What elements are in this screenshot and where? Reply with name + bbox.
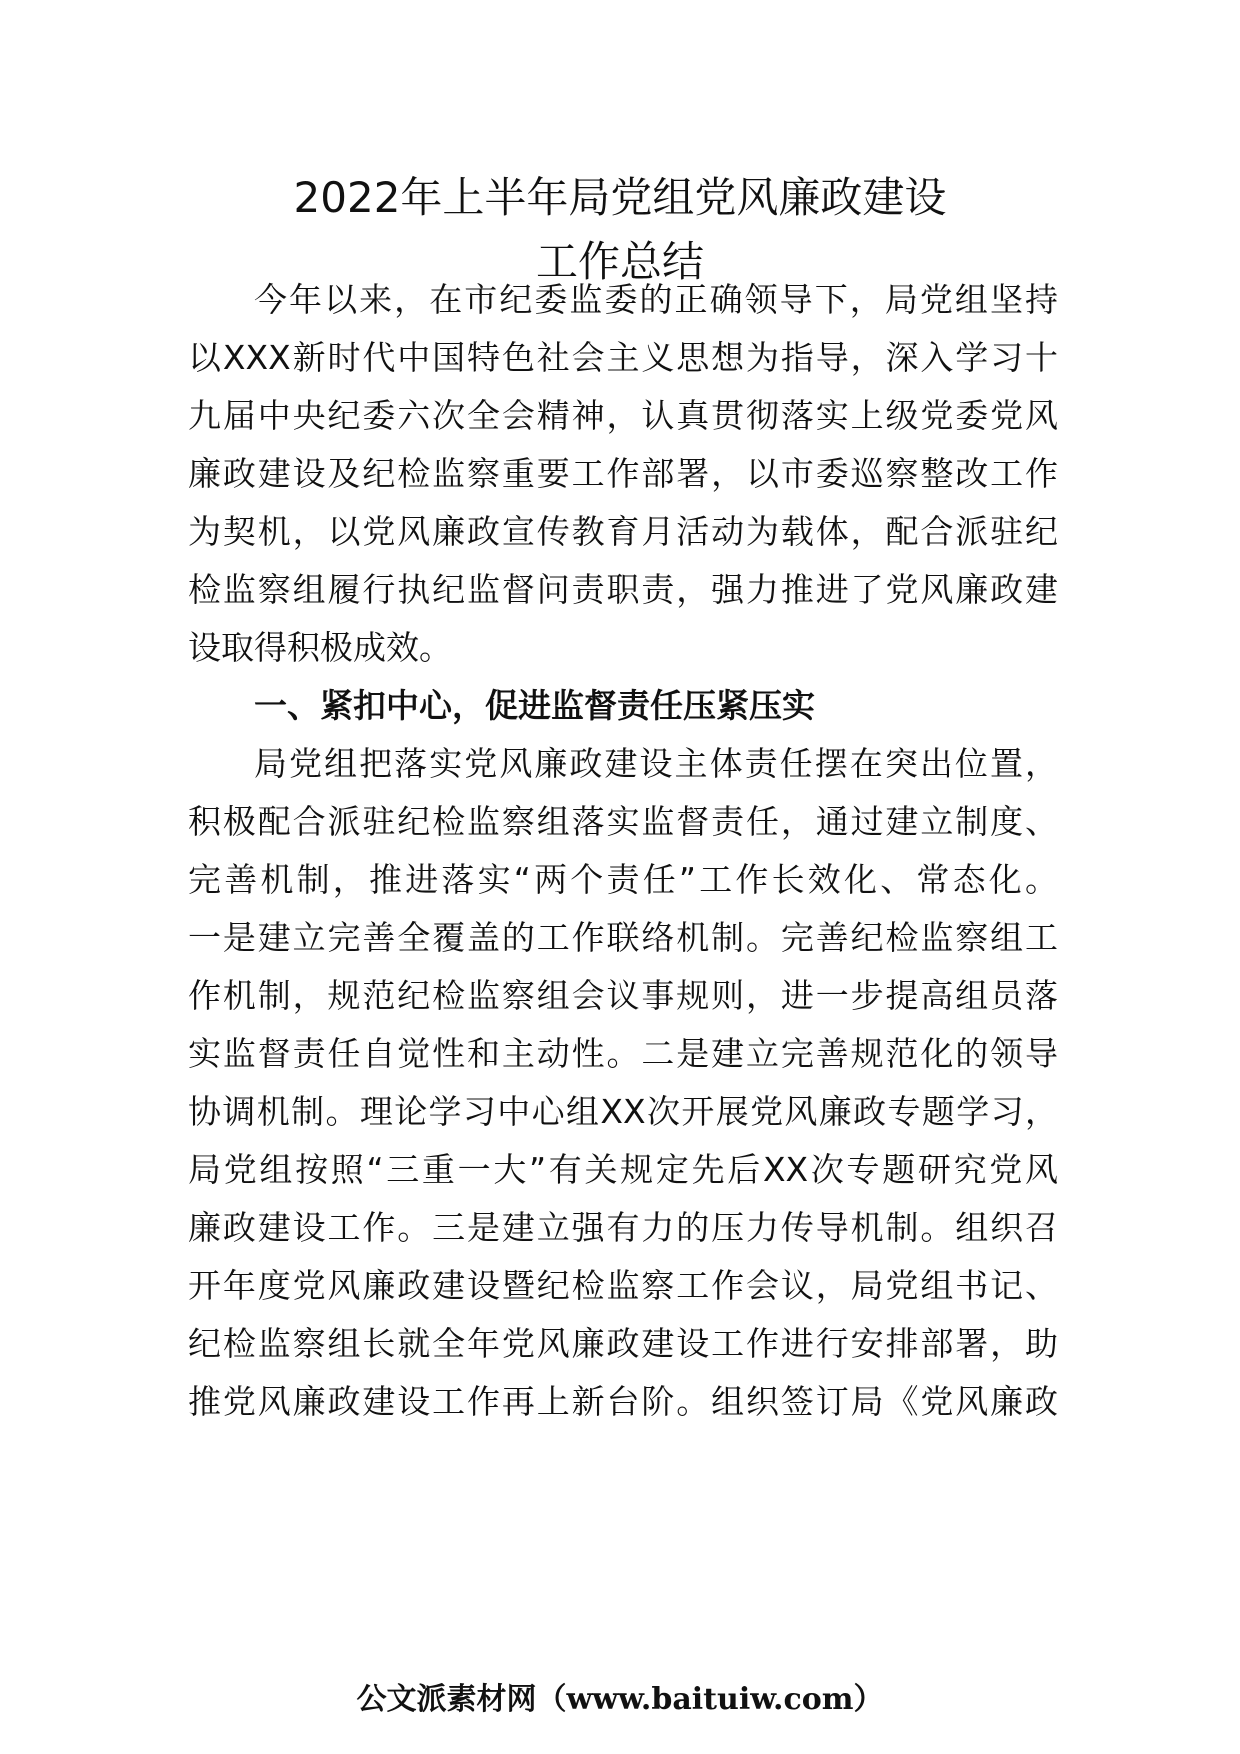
section-line: 局党组把落实党风廉政建设主体责任摆在突出位置， xyxy=(254,744,1058,783)
section-heading: 一、紧扣中心，促进监督责任压紧压实 xyxy=(254,686,815,725)
section-line: 作机制，规范纪检监察组会议事规则，进一步提高组员落 xyxy=(188,976,1058,1015)
section-line: 局党组按照“三重一大”有关规定先后XX次专题研究党风 xyxy=(188,1150,1058,1189)
document-title-line-1: 2022年上半年局党组党风廉政建设 xyxy=(293,173,947,222)
section-line: 实监督责任自觉性和主动性。二是建立完善规范化的领导 xyxy=(188,1034,1058,1073)
intro-line: 今年以来，在市纪委监委的正确领导下，局党组坚持 xyxy=(254,280,1058,319)
intro-line: 九届中央纪委六次全会精神，认真贯彻落实上级党委党风 xyxy=(188,396,1058,435)
intro-line: 设取得积极成效。 xyxy=(188,628,452,667)
footer-watermark-text: 公文派素材网（www.baituiw.com） xyxy=(356,1682,884,1717)
intro-line: 廉政建设及纪检监察重要工作部署，以市委巡察整改工作 xyxy=(188,454,1058,493)
section-line: 纪检监察组长就全年党风廉政建设工作进行安排部署，助 xyxy=(188,1324,1058,1363)
section-line: 积极配合派驻纪检监察组落实监督责任，通过建立制度、 xyxy=(188,802,1058,841)
section-line: 开年度党风廉政建设暨纪检监察工作会议，局党组书记、 xyxy=(188,1266,1058,1305)
section-line: 协调机制。理论学习中心组XX次开展党风廉政专题学习， xyxy=(188,1092,1058,1131)
intro-line: 为契机，以党风廉政宣传教育月活动为载体，配合派驻纪 xyxy=(188,512,1058,551)
intro-line: 以XXX新时代中国特色社会主义思想为指导，深入学习十 xyxy=(188,338,1058,377)
document-title-line-2: 工作总结 xyxy=(535,237,704,286)
section-line: 完善机制，推进落实“两个责任”工作长效化、常态化。 xyxy=(188,860,1058,899)
intro-line: 检监察组履行执纪监督问责职责，强力推进了党风廉政建 xyxy=(188,570,1058,609)
section-line: 廉政建设工作。三是建立强有力的压力传导机制。组织召 xyxy=(188,1208,1058,1247)
section-line: 推党风廉政建设工作再上新台阶。组织签订局《党风廉政 xyxy=(188,1382,1058,1421)
section-line: 一是建立完善全覆盖的工作联络机制。完善纪检监察组工 xyxy=(188,918,1058,957)
